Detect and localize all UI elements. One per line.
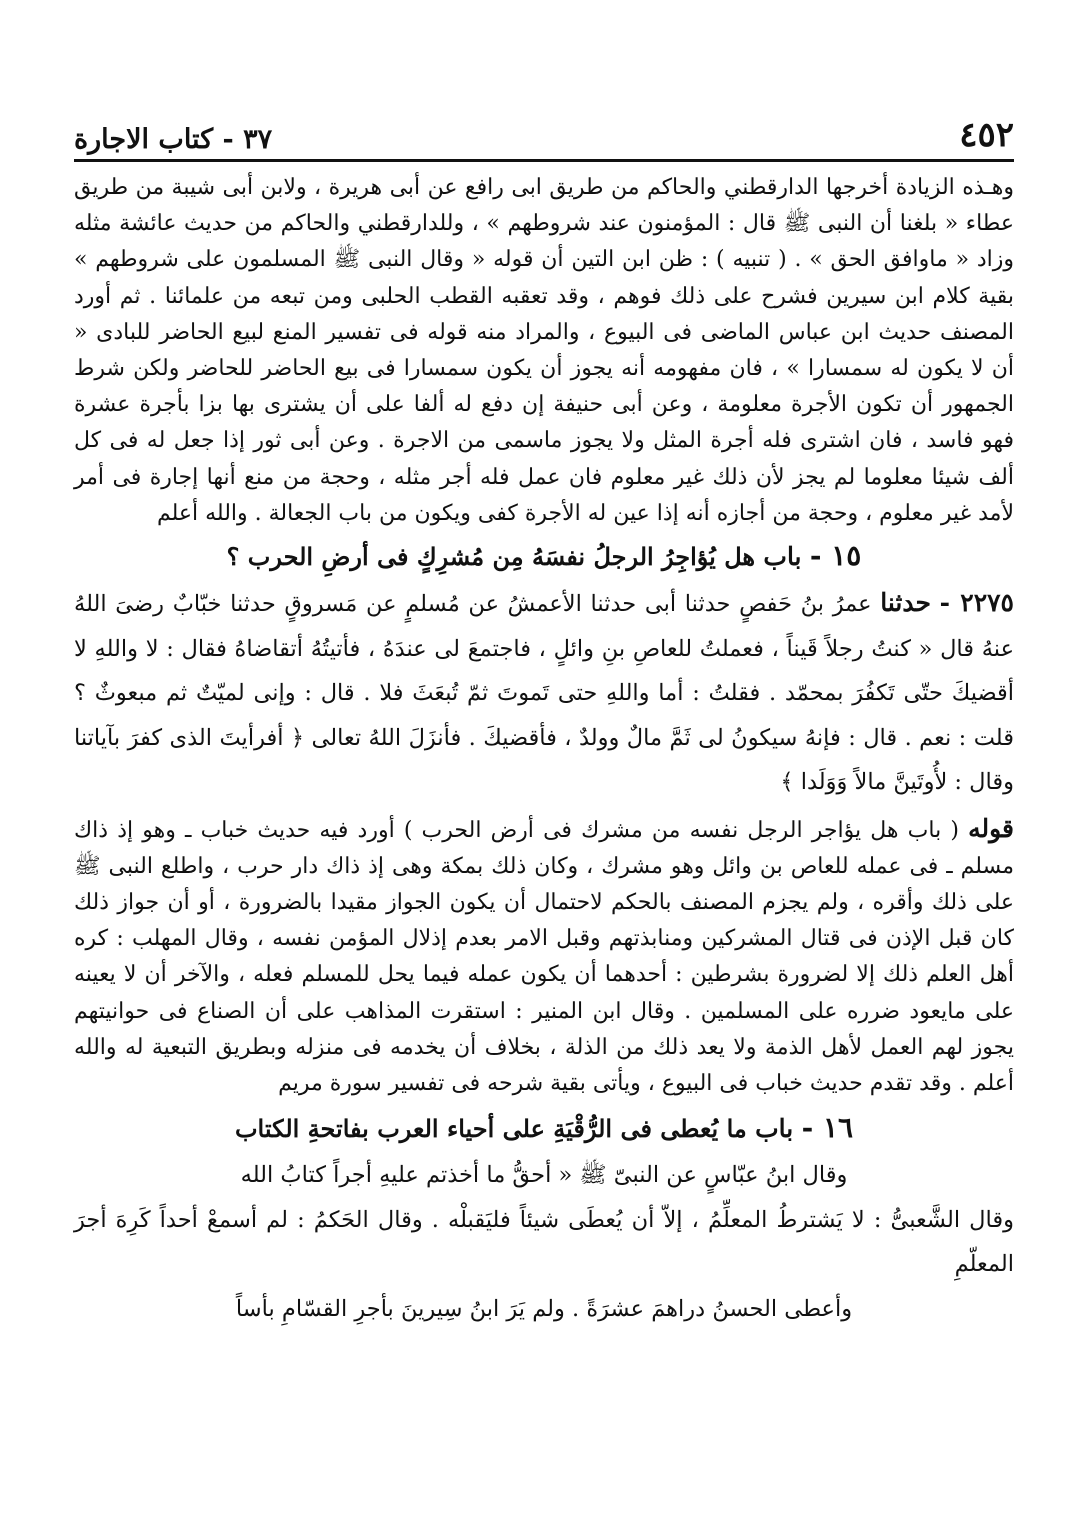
page-number: ٤٥٢ xyxy=(959,115,1014,155)
hadith-text xyxy=(74,581,1014,805)
book-title: ٣٧ - كتاب الاجارة xyxy=(74,124,273,155)
hadith-opener: حدثنا xyxy=(880,588,931,618)
commentary-lead: قوله xyxy=(968,813,1014,843)
chapter-heading-16 xyxy=(74,1108,1014,1149)
hadith-number: ٢٢٧٥ - xyxy=(939,588,1014,618)
commentary-paragraph-2 xyxy=(74,811,1014,1103)
chapter-word: باب xyxy=(755,1114,794,1144)
chapter-title: هل يُؤاجِرُ الرجلُ نفسَهُ مِن مُشرِكٍ فى أرضِ الحرب ؟ xyxy=(226,542,756,572)
chapter-heading-15 xyxy=(74,536,1014,577)
chapter-number: ١٦ - xyxy=(801,1111,854,1145)
page-content xyxy=(74,170,1014,1331)
page-header xyxy=(74,112,1014,162)
commentary-paragraph-1: وهـذه الزيادة أخرجها الدارقطني والحاكم من طريق ابى رافع عن أبى هريرة ، ولابن أبى شيبة من طريق عطاء « بلغنا أن النبى ﷺ قال : المؤمنون عند شروطهم » ، وللدارقطني والحاكم من حديث عائشة مثله وزاد « ماوافق الحق » . ( تنبيه ) : ظن ابن التين أن قوله « وقال النبى ﷺ المسلمون على شروطهم » بقية كلام ابن سيرين فشرح على ذلك فوهم ، وقد تعقبه القطب الحلبى ومن تبعه من علمائنا . ثم أورد المصنف حديث ابن عباس الماضى فى البيوع ، والمراد منه قوله فى تفسير المنع لبيع الحاضر للبادى « أن لا يكون له سمسارا » ، فان مفهومه أنه يجوز أن يكون سمسارا فى بيع الحاضر للحاضر ولكن شرط الجمهور أن تكون الأجرة معلومة ، وعن أبى حنيفة إن دفع له ألفا على أن يشترى بها بزا بأجرة عشرة فهو فاسد ، فان اشترى فله أجرة المثل ولا يجوز ماسمى من الاجرة . وعن أبى ثور إذا جعل له فى كل ألف شيئا معلوما لم يجز لأن ذلك غير معلوم فان عمل فله أجر مثله ، وحجة من منع أنها إجارة فى أمر لأمد غير معلوم ، وحجة من أجازه أنه إذا عين له الأجرة كفى ويكون من باب الجعالة . والله أعلم xyxy=(74,175,1015,526)
commentary-body: ( باب هل يؤاجر الرجل نفسه من مشرك فى أرض الحرب ) أورد فيه حديث خباب ـ وهو إذ ذاك مسلم ـ فى عمله للعاص بن وائل وهو مشرك ، وكان ذلك بمكة وهى إذ ذاك دار حرب ، واطلع النبى ﷺ على ذلك وأقره ، ولم يجزم المصنف بالحكم لاحتمال أن يكون الجواز مقيدا بالضرورة ، أو أن جواز ذلك كان قبل الإذن فى قتال المشركين ومنابذتهم وقبل الامر بعدم إذلال المؤمن نفسه ، وقال المهلب : كره أهل العلم ذلك إلا لضرورة بشرطين : أحدهما أن يكون عمله فيما يحل للمسلم فعله ، والآخر أن لا يعينه على مايعود ضرره على المسلمين . وقال ابن المنير : استقرت المذاهب على أن الصناع فى حوانيتهم يجوز لهم العمل لأهل الذمة ولا يعد ذلك من الذلة ، بخلاف أن يخدمه فى منزله وبطريق التبعية له والله أعلم . وقد تقدم حديث خباب فى البيوع ، ويأتى بقية شرحه فى تفسير سورة مريم xyxy=(74,817,1014,1096)
shabi-statement: وقال الشَّعبىُّ : لا يَشترطُ المعلِّمُ ، إلاّ أن يُعطَى شيئاً فليَقبلْه . وقال الحَكمُ : لم أسمعْ أحداً كَرِهَ أجرَ المعلّمِ xyxy=(74,1206,1014,1278)
chapter-number: ١٥ - xyxy=(809,539,862,573)
hadith-body: عمرُ بنُ حَفصٍ حدثنا أبى حدثنا الأعمشُ عن مُسلمٍ عن مَسروقٍ حدثنا خبّابٌ رضىَ اللهُ عنهُ قال « كنتُ رجلاً قَيناً ، فعملتُ للعاصِ بنِ وائلٍ ، فاجتمعَ لى عندَهُ ، فأتيتُهُ أتقاضاهُ فقال : لا واللهِ لا أقضيكَ حتّى تَكفُرَ بمحمّد . فقلتُ : أما واللهِ حتى تَموتَ ثمّ تُبعَثَ فلا . قال : وإنى لميّتٌ ثم مبعوثٌ ؟ قلت : نعم . قال : فإنهُ سيكونُ لى ثَمَّ مالٌ وولدٌ ، فأقضيكَ . فأنزَلَ اللهُ تعالى ﴿ أفرأيتَ الذى كفرَ بآياتنا وقال : لأُوتَينَّ مالاً وَوَلَدا ﴾ xyxy=(74,591,1014,796)
hasan-statement: وأعطى الحسنُ دراهمَ عشرَةً . ولم يَرَ ابنُ سِيرينَ بأجرِ القسّامِ بأساً xyxy=(235,1295,853,1322)
ibn-abbas-statement: وقال ابنُ عبّاسٍ عن النبىّ ﷺ « أحقُّ ما أخذتم عليهِ أجراً كتابُ الله xyxy=(240,1162,848,1189)
chapter-title: ما يُعطى فى الرُّقْيَةِ على أحياء العرب بفاتحةِ الكتاب xyxy=(234,1114,747,1144)
chapter-word: باب xyxy=(763,542,802,572)
